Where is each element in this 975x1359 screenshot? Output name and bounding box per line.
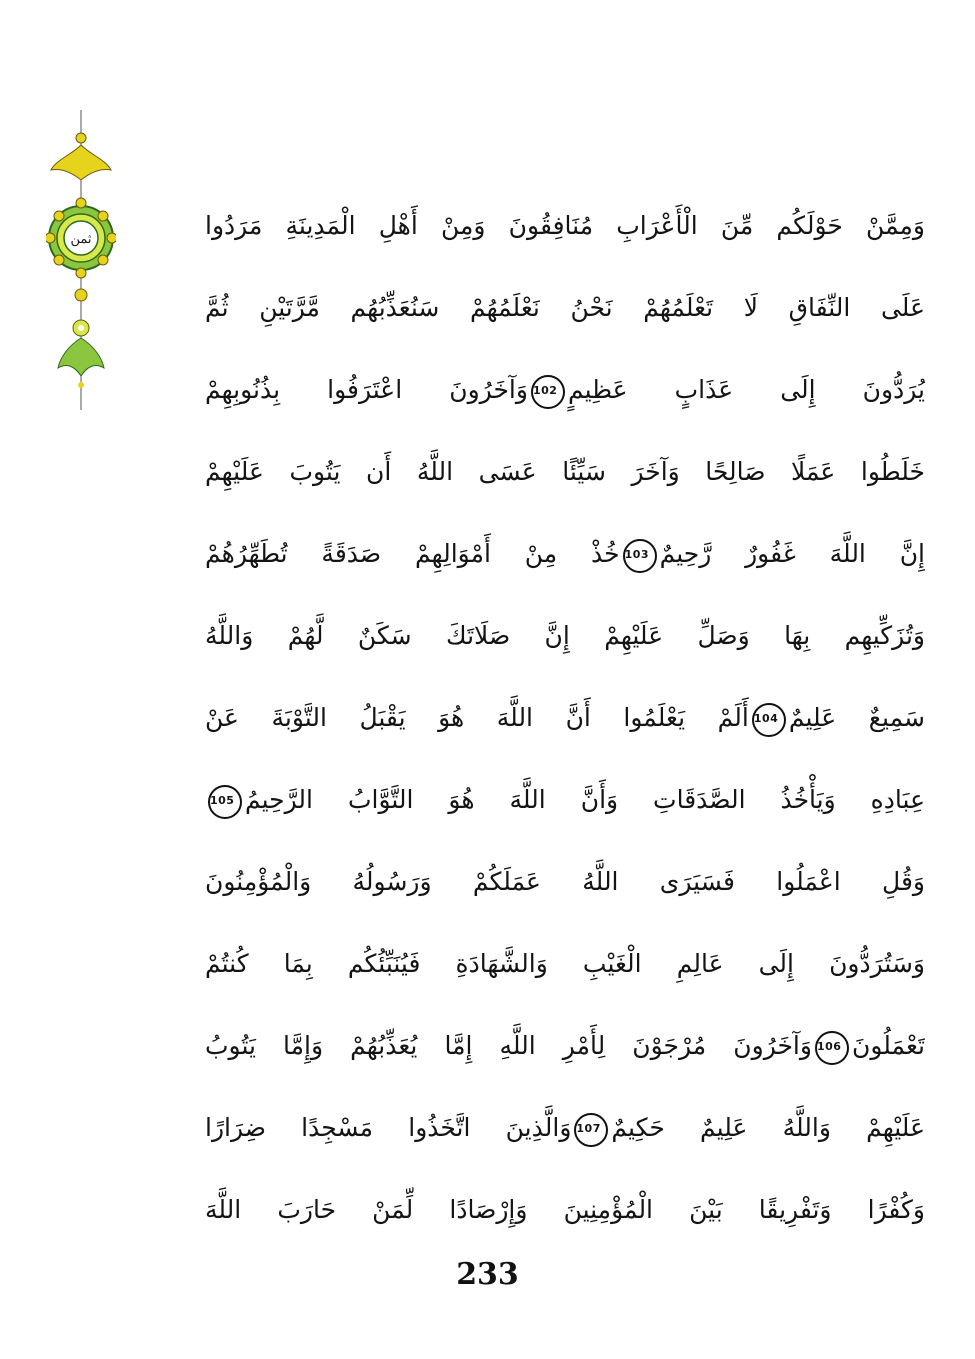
verse-text: تَعْمَلُونَ (851, 1031, 925, 1060)
quran-line (205, 1169, 925, 1251)
verse-text: عَلَيْهِمْ وَاللَّهُ عَلِيمٌ حَكِيمٌ (611, 1113, 925, 1142)
hizb-quarter-marker-icon (46, 110, 116, 410)
quran-text-block (205, 185, 925, 1224)
verse-text: وَمِمَّنْ حَوْلَكُم مِّنَ الْأَعْرَابِ مُنَافِقُونَ وَمِنْ أَهْلِ الْمَدِينَةِ مَرَدُوا (205, 211, 925, 240)
verse-text: وَآخَرُونَ مُرْجَوْنَ لِأَمْرِ اللَّهِ إِمَّا يُعَذِّبُهُمْ وَإِمَّا يَتُوبُ (205, 1031, 812, 1060)
ayah-number-marker: 105 (208, 785, 242, 819)
verse-text: عَلَى النِّفَاقِ لَا تَعْلَمُهُمْ نَحْنُ نَعْلَمُهُمْ سَنُعَذِّبُهُم مَّرَّتَيْنِ ثُمَّ (205, 293, 925, 322)
ayah-number-marker: 106 (815, 1031, 849, 1065)
verse-text: وَالَّذِينَ اتَّخَذُوا مَسْجِدًا ضِرَارًا (205, 1113, 572, 1142)
ayah-number-marker: 107 (574, 1113, 608, 1147)
ayah-number-marker: 103 (623, 539, 657, 573)
quran-line (205, 841, 925, 923)
quran-line (205, 595, 925, 677)
quran-line (205, 923, 925, 1005)
verse-text: وَتُزَكِّيهِم بِهَا وَصَلِّ عَلَيْهِمْ إِنَّ صَلَاتَكَ سَكَنٌ لَّهُمْ وَاللَّهُ (205, 621, 925, 650)
verse-text: وَكُفْرًا وَتَفْرِيقًا بَيْنَ الْمُؤْمِنِينَ وَإِرْصَادًا لِّمَنْ حَارَبَ اللَّهَ (205, 1195, 925, 1224)
verse-text: عِبَادِهِ وَيَأْخُذُ الصَّدَقَاتِ وَأَنَّ اللَّهَ هُوَ التَّوَّابُ الرَّحِيمُ (245, 785, 925, 814)
verse-text: وَقُلِ اعْمَلُوا فَسَيَرَى اللَّهُ عَمَلَكُمْ وَرَسُولُهُ وَالْمُؤْمِنُونَ (205, 867, 925, 896)
quran-line (205, 267, 925, 349)
quran-line (205, 1087, 925, 1169)
ayah-number-marker: 104 (752, 703, 786, 737)
quran-line (205, 677, 925, 759)
quran-line (205, 431, 925, 513)
marker-label: ثمن (70, 232, 92, 247)
quran-line (205, 513, 925, 595)
quran-line (205, 1005, 925, 1087)
verse-text: أَلَمْ يَعْلَمُوا أَنَّ اللَّهَ هُوَ يَقْبَلُ التَّوْبَةَ عَنْ (205, 703, 749, 732)
quran-line (205, 349, 925, 431)
quran-line (205, 759, 925, 841)
verse-text: يُرَدُّونَ إِلَى عَذَابٍ عَظِيمٍ (567, 375, 925, 404)
page-number: 233 (456, 1257, 519, 1292)
verse-text: سَمِيعٌ عَلِيمٌ (788, 703, 925, 732)
ayah-number-marker: 102 (531, 375, 565, 409)
verse-text: خُذْ مِنْ أَمْوَالِهِمْ صَدَقَةً تُطَهِّرُهُمْ (205, 539, 620, 568)
quran-line (205, 185, 925, 267)
verse-text: إِنَّ اللَّهَ غَفُورٌ رَّحِيمٌ (659, 539, 925, 568)
verse-text: خَلَطُوا عَمَلًا صَالِحًا وَآخَرَ سَيِّئًا عَسَى اللَّهُ أَن يَتُوبَ عَلَيْهِمْ (205, 457, 925, 486)
verse-text: وَسَتُرَدُّونَ إِلَى عَالِمِ الْغَيْبِ وَالشَّهَادَةِ فَيُنَبِّئُكُم بِمَا كُنتُمْ (205, 949, 925, 978)
verse-text: وَآخَرُونَ اعْتَرَفُوا بِذُنُوبِهِمْ (205, 375, 528, 404)
